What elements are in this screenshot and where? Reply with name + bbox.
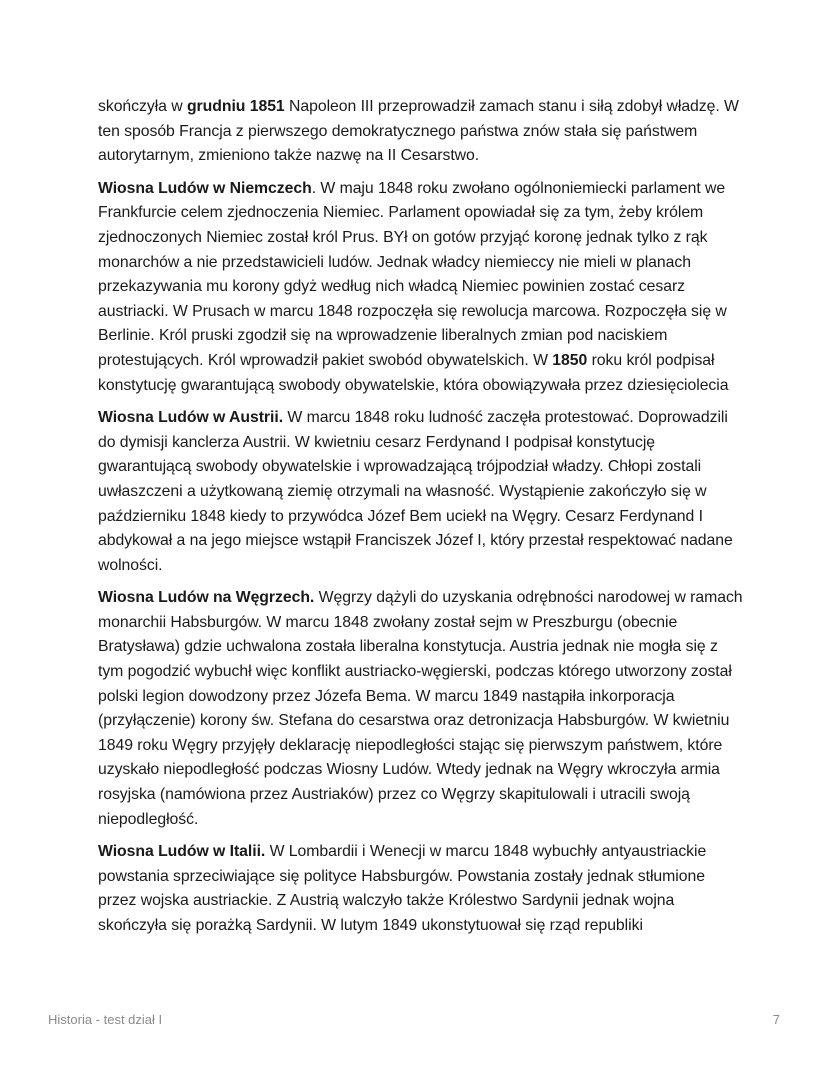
section-heading-hungary: Wiosna Ludów na Węgrzech. [98,589,315,607]
paragraph-austria [98,406,743,578]
section-heading-austria: Wiosna Ludów w Austrii. [98,409,284,427]
text-run: Napoleon III przeprowadził zamach stanu i siłą zdobył władzę. W ten sposób Francja z pierwszego demokratycznego państwa znów stała się państwem autorytarnym, zmieniono także nazwę na II Cesarstwo. [98,98,739,165]
text-run: Węgrzy dążyli do uzyskania odrębności narodowej w ramach monarchii Habsburgów. W marcu 1848 zwołany został sejm w Preszburgu (obecnie Bratysława) gdzie uchwalona została liberalna konstytucja. Austria jednak nie mogła się z tym pogodzić wybuchł więc konflikt austriacko-węgierski, podczas którego utworzony został polski legion dowodzony przez Józefa Bema. W marcu 1849 nastąpiła inkorporacja (przyłączenie) korony św. Stefana do cesarstwa oraz detronizacja Habsburgów. W kwietniu 1849 roku Węgry przyjęły deklarację niepodległości stając się pierwszym państwem, które uzyskało niepodległość podczas Wiosny Ludów. Wtedy jednak na Węgry wkroczyła armia rosyjska (namówiona przez Austriaków) przez co Węgrzy skapitulowali i utracili swoją niepodległość. [98,589,743,828]
paragraph-germany [98,177,743,398]
text-run: W Lombardii i Wenecji w marcu 1848 wybuchły antyaustriackie powstania sprzeciwiające się polityce Habsburgów. Powstania zostały jednak stłumione przez wojska austriackie. Z Austrią walczyło także Królestwo Sardynii jednak wojna skończyła się porażką Sardynii. W lutym 1849 ukonstytuował się rząd republiki [98,843,707,934]
text-run: skończyła w [98,98,187,115]
paragraph-france-ending [98,95,743,169]
bold-date: grudniu 1851 [186,98,285,115]
page-content [98,95,743,947]
section-heading-germany: Wiosna Ludów w Niemczech [98,179,312,197]
paragraph-italy [98,840,743,938]
text-run: . W maju 1848 roku zwołano ogólnoniemiecki parlament we Frankfurcie celem zjednoczenia Niemiec. Parlament opowiadał się za tym, żeby królem zjednoczonych Niemiec został król Prus. BYł on gotów przyjąć koronę jednak tylko z rąk monarchów a nie przedstawicieli ludów. Jednak władcy niemieccy nie mieli w planach przekazywania mu korony gdyż według nich władcą Niemiec powinien zostać cesarz austriacki. W Prusach w marcu 1848 rozpoczęła się rewolucja marcowa. Rozpoczęła się w Berlinie. Król pruski zgodził się na wprowadzenie liberalnych zmian pod naciskiem protestujących. Król wprowadził pakiet swobód obywatelskich. W [98,179,727,369]
footer-page-number: 7 [772,1012,780,1027]
text-run: W marcu 1848 roku ludność zaczęła protestować. Doprowadzili do dymisji kanclerza Austrii. W kwietniu cesarz Ferdynand I podpisał konstytucję gwarantującą swobody obywatelskie i wprowadzającą trójpodział władzy. Chłopi zostali uwłaszczeni a użytkowaną ziemię otrzymali na własność. Wystąpienie zakończyło się w październiku 1848 kiedy to przywódca Józef Bem uciekł na Węgry. Cesarz Ferdynand I abdykował a na jego miejsce wstąpił Franciszek Józef I, który przestał respektować nadane wolności. [98,409,733,574]
footer-document-title: Historia - test dział I [48,1012,163,1027]
bold-year: 1850 [552,351,588,369]
paragraph-hungary [98,586,743,832]
text-run: roku król podpisał konstytucję gwarantującą swobody obywatelskie, która obowiązywała przez dziesięciolecia [98,351,729,394]
section-heading-italy: Wiosna Ludów w Italii. [98,843,266,861]
